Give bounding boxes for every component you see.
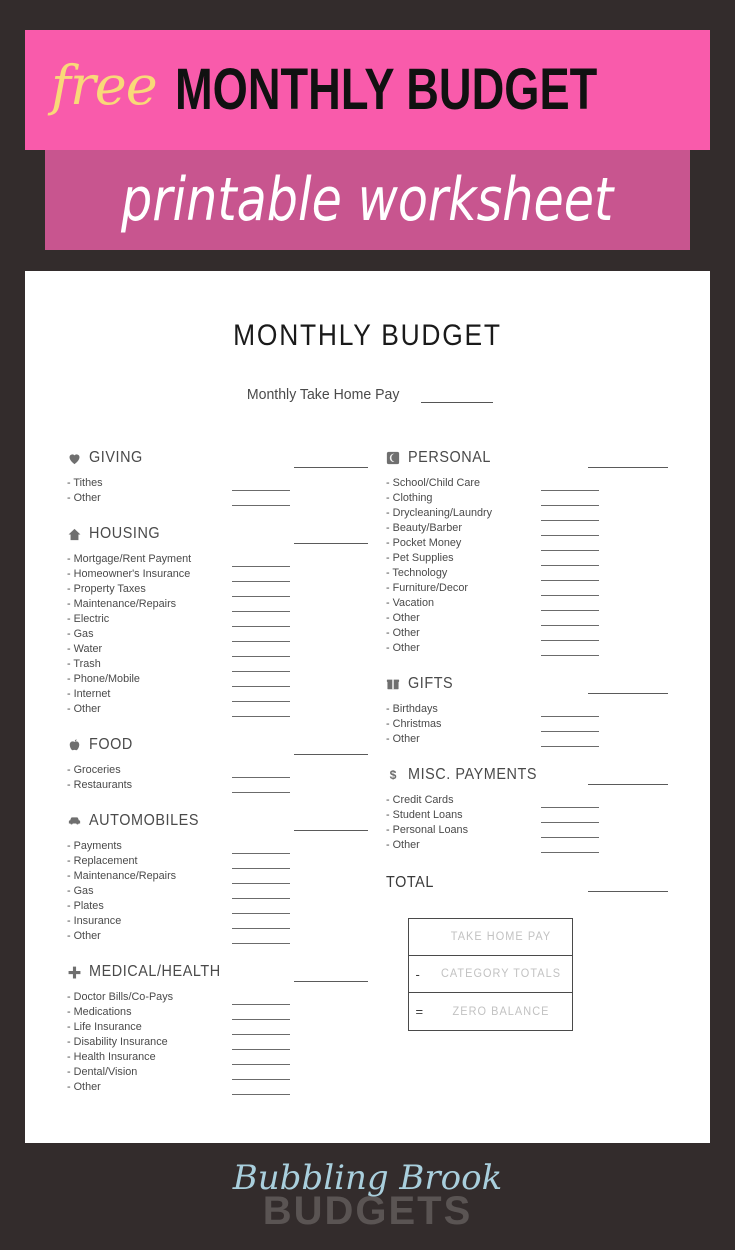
list-item [386,522,669,537]
item-label: - Dental/Vision [67,1066,138,1078]
total-label: TOTAL [385,874,434,891]
list-item [386,492,669,507]
item-input-line[interactable] [232,1034,290,1035]
list-item [67,855,368,870]
list-item [386,612,669,627]
heart-icon [67,451,82,466]
item-label: - Groceries [67,764,121,776]
list-item [67,688,368,703]
item-input-line[interactable] [232,566,290,567]
left-column [67,445,368,1110]
house-icon [67,527,82,542]
item-label: - Other [385,612,420,624]
item-label: - Doctor Bills/Co-Pays [67,991,174,1003]
item-input-line[interactable] [232,596,290,597]
item-input-line[interactable] [232,490,290,491]
item-label: - Internet [67,688,111,700]
logo-script-text: Bubbling Brook [232,1157,503,1198]
item-label: - Payments [67,840,122,852]
item-label: - Pocket Money [385,537,461,549]
item-input-line[interactable] [541,520,599,521]
item-input-line[interactable] [232,581,290,582]
section-gifts [386,671,669,748]
section-personal [386,445,669,657]
item-label: - Credit Cards [385,794,453,806]
item-input-line[interactable] [232,1064,290,1065]
calc-operator: = [415,1004,424,1019]
section-items [386,794,669,854]
calc-row-category-totals [409,956,572,993]
item-label: - Disability Insurance [67,1036,168,1048]
section-food [67,732,368,794]
item-label: - School/Child Care [385,477,480,489]
item-input-line[interactable] [232,671,290,672]
section-items [386,703,669,748]
list-item [386,824,669,839]
item-label: - Other [67,492,101,504]
item-label: - Birthdays [385,703,438,715]
item-input-line[interactable] [232,1049,290,1050]
section-header-food [67,732,368,758]
section-header-misc-payments [386,762,669,788]
list-item [386,809,669,824]
item-label: - Restaurants [67,779,133,791]
item-input-line[interactable] [541,505,599,506]
list-item [67,991,368,1006]
list-item [67,764,368,779]
section-title: PERSONAL [407,449,491,466]
section-title: FOOD [89,736,133,753]
list-item [67,492,368,507]
list-item [386,597,669,612]
list-item [67,930,368,945]
item-input-line[interactable] [541,580,599,581]
item-label: - Vacation [385,597,434,609]
list-item [386,567,669,582]
item-input-line[interactable] [541,535,599,536]
list-item [67,553,368,568]
list-item [67,1051,368,1066]
item-label: - Furniture/Decor [385,582,468,594]
item-label: - Medications [67,1006,132,1018]
section-items [67,991,368,1096]
section-title: GIFTS [407,675,453,692]
section-total-line[interactable] [294,981,368,982]
item-label: - Mortgage/Rent Payment [67,553,192,565]
item-label: - Other [385,733,420,745]
item-input-line[interactable] [541,565,599,566]
logo-block-text: BUDGETS [262,1188,473,1233]
item-input-line[interactable] [232,686,290,687]
item-input-line[interactable] [541,610,599,611]
list-item [386,642,669,657]
footer [0,1143,735,1250]
list-item [386,794,669,809]
item-input-line[interactable] [232,898,290,899]
item-label: - Beauty/Barber [385,522,462,534]
item-input-line[interactable] [541,822,599,823]
item-input-line[interactable] [541,731,599,732]
item-label: - Tithes [67,477,103,489]
brand-logo [218,1157,518,1237]
item-input-line[interactable] [541,655,599,656]
list-item [386,477,669,492]
calc-operator: - [415,966,420,982]
item-label: - Insurance [67,915,122,927]
worksheet-sheet [25,271,710,1143]
section-header-gifts [386,671,669,697]
section-total-line[interactable] [588,693,668,694]
item-input-line[interactable] [232,868,290,869]
section-total-line[interactable] [294,543,368,544]
section-header-medical-health [67,959,368,985]
item-label: - Student Loans [385,809,463,821]
list-item [67,598,368,613]
section-title: HOUSING [89,525,161,542]
section-total-line[interactable] [294,830,368,831]
list-item [386,507,669,522]
list-item [386,627,669,642]
section-title: MISC. PAYMENTS [407,766,537,783]
worksheet-columns [25,445,710,1110]
section-title: AUTOMOBILES [89,812,200,829]
promo-free-word: free [51,54,157,117]
calc-label: CATEGORY TOTALS [440,968,561,980]
item-label: - Gas [67,628,94,640]
item-label: - Personal Loans [385,824,468,836]
item-input-line[interactable] [232,928,290,929]
section-items [67,477,368,507]
section-title: GIVING [89,449,143,466]
total-input-line[interactable] [588,891,668,892]
list-item [386,733,669,748]
take-home-pay-row [25,386,710,403]
list-item [386,552,669,567]
item-label: - Other [385,839,420,851]
item-input-line[interactable] [232,1079,290,1080]
take-home-pay-label: Monthly Take Home Pay [247,386,400,403]
section-header-giving [67,445,368,471]
dollar-sign-icon [386,768,401,783]
gift-box-icon [386,677,401,692]
section-misc-payments [386,762,669,854]
list-item [67,1006,368,1021]
section-total-line[interactable] [588,467,668,468]
section-header-automobiles [67,808,368,834]
item-input-line[interactable] [232,792,290,793]
item-input-line[interactable] [232,505,290,506]
section-housing [67,521,368,718]
item-input-line[interactable] [232,883,290,884]
list-item [67,840,368,855]
list-item [67,1036,368,1051]
item-label: - Plates [67,900,104,912]
item-label: - Replacement [67,855,138,867]
calc-label: TAKE HOME PAY [450,931,551,943]
list-item [386,703,669,718]
item-label: - Christmas [385,718,441,730]
item-label: - Other [385,642,420,654]
section-medical-health [67,959,368,1096]
right-column [368,445,669,1110]
item-label: - Clothing [385,492,432,504]
item-input-line[interactable] [232,853,290,854]
list-item [386,537,669,552]
item-label: - Other [67,703,101,715]
section-automobiles [67,808,368,945]
item-label: - Health Insurance [67,1051,156,1063]
car-icon [67,814,82,829]
section-items [386,477,669,657]
item-label: - Life Insurance [67,1021,142,1033]
item-input-line[interactable] [232,1094,290,1095]
item-label: - Pet Supplies [385,552,454,564]
item-input-line[interactable] [232,1004,290,1005]
section-total-line[interactable] [294,754,368,755]
item-input-line[interactable] [541,490,599,491]
section-giving [67,445,368,507]
section-header-personal [386,445,669,471]
list-item [67,673,368,688]
item-input-line[interactable] [232,626,290,627]
section-title: MEDICAL/HEALTH [89,963,221,980]
apple-icon [67,738,82,753]
list-item [67,658,368,673]
section-items [67,764,368,794]
calc-row-take-home-pay [409,919,572,956]
take-home-pay-input-line[interactable] [421,390,493,403]
promo-title: MONTHLY BUDGET [174,57,597,122]
clothing-icon [386,451,401,466]
list-item [67,870,368,885]
item-input-line[interactable] [541,746,599,747]
item-label: - Electric [67,613,110,625]
list-item [386,839,669,854]
list-item [67,885,368,900]
item-label: - Drycleaning/Laundry [385,507,492,519]
list-item [386,582,669,597]
list-item [67,628,368,643]
list-item [67,1081,368,1096]
list-item [67,1066,368,1081]
item-input-line[interactable] [541,807,599,808]
item-input-line[interactable] [232,913,290,914]
calc-label: ZERO BALANCE [452,1005,549,1018]
section-total-line[interactable] [294,467,368,468]
item-input-line[interactable] [541,852,599,853]
item-input-line[interactable] [232,716,290,717]
list-item [67,779,368,794]
item-input-line[interactable] [232,611,290,612]
section-total-line[interactable] [588,784,668,785]
list-item [67,1021,368,1036]
item-input-line[interactable] [232,641,290,642]
item-input-line[interactable] [232,656,290,657]
medical-cross-icon [67,965,82,980]
item-input-line[interactable] [541,625,599,626]
list-item [67,643,368,658]
item-input-line[interactable] [541,595,599,596]
list-item [67,613,368,628]
list-item [67,915,368,930]
item-input-line[interactable] [232,943,290,944]
item-label: - Technology [385,567,447,579]
item-label: - Phone/Mobile [67,673,140,685]
promo-subtitle-band [45,150,690,250]
calculation-box [408,918,573,1031]
item-input-line[interactable] [541,640,599,641]
total-row [386,870,669,896]
item-label: - Homeowner's Insurance [67,568,191,580]
section-items [67,553,368,718]
list-item [67,477,368,492]
section-header-housing [67,521,368,547]
item-input-line[interactable] [232,777,290,778]
item-input-line[interactable] [541,837,599,838]
item-label: - Other [67,1081,101,1093]
section-items [67,840,368,945]
list-item [67,583,368,598]
item-input-line[interactable] [232,1019,290,1020]
worksheet-title: MONTHLY BUDGET [233,319,502,352]
item-label: - Property Taxes [67,583,146,595]
item-input-line[interactable] [232,701,290,702]
item-label: - Maintenance/Repairs [67,870,177,882]
promo-header [25,30,710,150]
svg-text:$: $ [389,768,397,782]
item-label: - Trash [67,658,101,670]
calc-row-zero-balance [409,993,572,1030]
item-label: - Other [385,627,420,639]
list-item [67,900,368,915]
item-label: - Gas [67,885,94,897]
list-item [67,568,368,583]
promo-header-inner [25,30,710,150]
list-item [386,718,669,733]
item-label: - Other [67,930,101,942]
item-input-line[interactable] [541,716,599,717]
list-item [67,703,368,718]
promo-subtitle: printable worksheet [121,165,614,235]
item-label: - Water [67,643,103,655]
item-label: - Maintenance/Repairs [67,598,177,610]
item-input-line[interactable] [541,550,599,551]
